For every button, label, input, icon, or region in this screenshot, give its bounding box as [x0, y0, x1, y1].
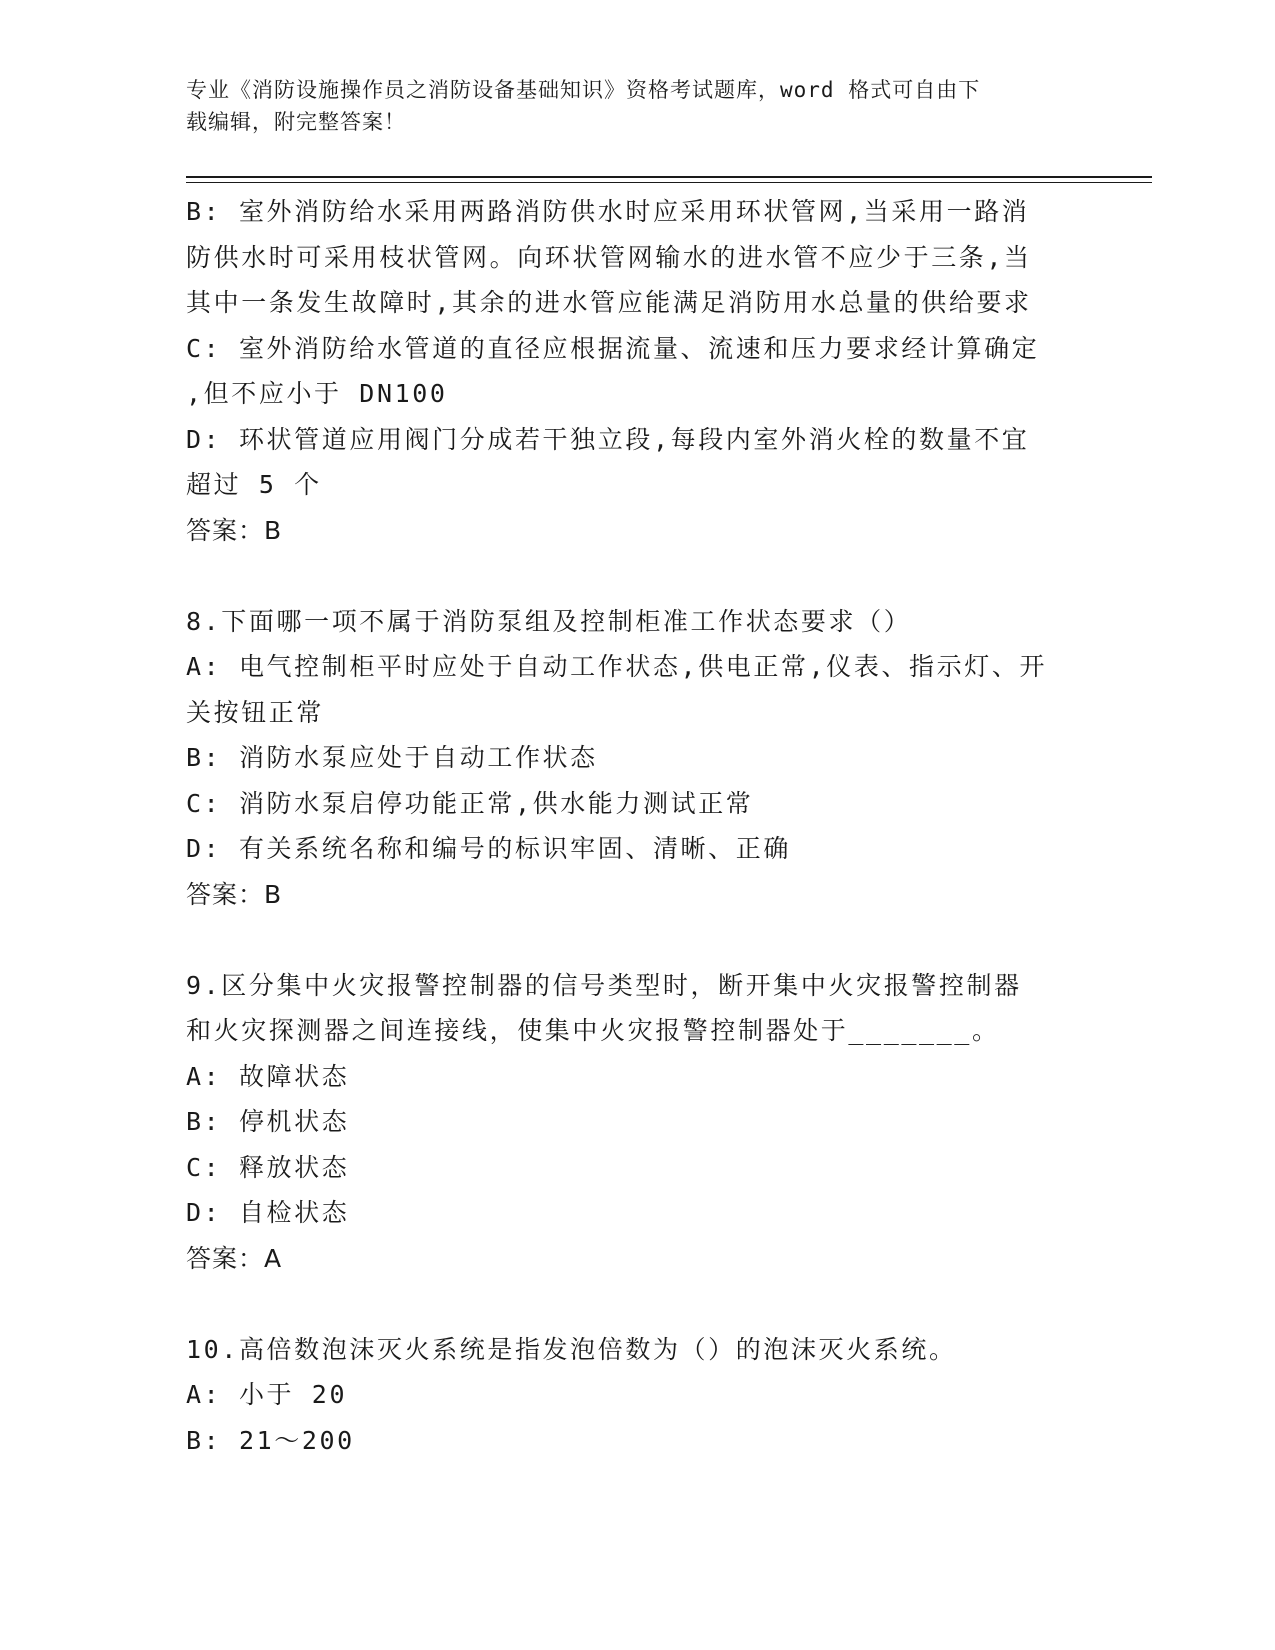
q7-option-d-line-1: D: 环状管道应用阀门分成若干独立段,每段内室外消火栓的数量不宜 — [186, 424, 1030, 454]
q7-option-d-line-2: 超过 5 个 — [186, 470, 322, 499]
question-7-block — [186, 189, 1066, 553]
question-10-block — [186, 1327, 1066, 1464]
q9-option-c: C: 释放状态 — [186, 1152, 350, 1182]
header-line-2: 载编辑，附完整答案！ — [186, 110, 406, 134]
q8-option-d: D: 有关系统名称和编号的标识牢固、清晰、正确 — [186, 834, 791, 863]
header-divider-thin — [186, 182, 1152, 183]
q7-option-c-line-1: C: 室外消防给水管道的直径应根据流量、流速和压力要求经计算确定 — [186, 333, 1040, 363]
q9-answer: 答案：A — [186, 1243, 283, 1273]
question-8-block — [186, 599, 1066, 918]
q10-option-b: B: 21～200 — [186, 1425, 355, 1455]
q8-answer: 答案：B — [186, 879, 283, 909]
q9-option-b: B: 停机状态 — [186, 1107, 350, 1136]
q10-question-text: 10.高倍数泡沫灭火系统是指发泡倍数为（）的泡沫灭火系统。 — [186, 1334, 957, 1364]
q8-option-a-line-1: A: 电气控制柜平时应处于自动工作状态,供电正常,仪表、指示灯、开 — [186, 652, 1048, 681]
header-line-1: 专业《消防设施操作员之消防设备基础知识》资格考试题库，word 格式可自由下 — [186, 78, 981, 102]
q9-question-line-2: 和火灾探测器之间连接线，使集中火灾报警控制器处于_______。 — [186, 1016, 1000, 1045]
document-header — [186, 74, 1066, 138]
q8-question-text: 8.下面哪一项不属于消防泵组及控制柜准工作状态要求（） — [186, 606, 912, 636]
spacer — [186, 553, 1066, 599]
header-divider-thick — [186, 176, 1152, 178]
q10-option-a: A: 小于 20 — [186, 1380, 348, 1409]
q8-option-b: B: 消防水泵应处于自动工作状态 — [186, 743, 598, 772]
question-9-block — [186, 963, 1066, 1282]
q7-answer: 答案：B — [186, 515, 283, 545]
q9-option-d: D: 自检状态 — [186, 1198, 350, 1227]
q8-option-a-line-2: 关按钮正常 — [186, 697, 325, 727]
q7-option-c-line-2: ,但不应小于 DN100 — [186, 379, 448, 408]
q7-option-b-line-1: B: 室外消防给水采用两路消防供水时应采用环状管网,当采用一路消 — [186, 197, 1030, 226]
question-content — [186, 189, 1066, 1463]
q7-option-b-line-3: 其中一条发生故障时,其余的进水管应能满足消防用水总量的供给要求 — [186, 288, 1032, 317]
q9-option-a: A: 故障状态 — [186, 1061, 350, 1091]
q7-option-b-line-2: 防供水时可采用枝状管网。向环状管网输水的进水管不应少于三条,当 — [186, 242, 1032, 272]
q8-option-c: C: 消防水泵启停功能正常,供水能力测试正常 — [186, 788, 754, 818]
q9-question-line-1: 9.区分集中火灾报警控制器的信号类型时，断开集中火灾报警控制器 — [186, 970, 1022, 1000]
spacer — [186, 1281, 1066, 1327]
spacer — [186, 917, 1066, 963]
